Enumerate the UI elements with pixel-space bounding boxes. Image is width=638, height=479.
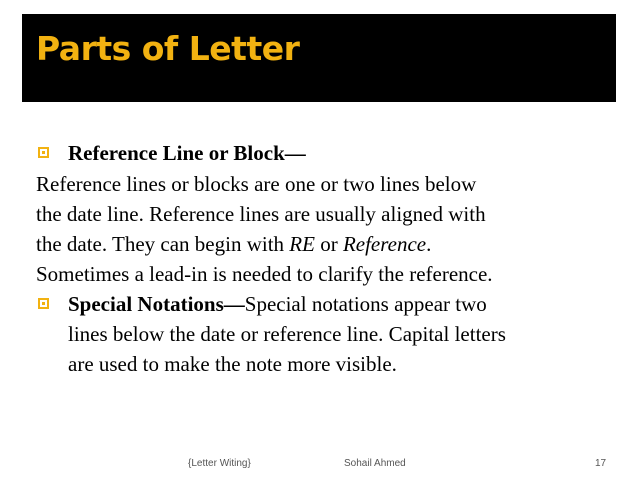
page-number: 17 [595,458,607,469]
bullet-icon [38,298,49,309]
body-line: the date. They can begin with RE or Reference. [36,232,432,256]
body-line: Sometimes a lead-in is needed to clarify the reference. [36,262,493,286]
slide-body [36,140,606,380]
bullet-icon [38,147,49,158]
body-line: the date line. Reference lines are usually aligned with [36,202,486,226]
bullet-special-notations: Special Notations—Special notations appear two [68,292,487,316]
body-line: lines below the date or reference line. Capital letters [68,322,506,346]
footer-author: Sohail Ahmed [344,458,406,469]
body-line: Reference lines or blocks are one or two lines below [36,172,477,196]
bullet-heading-reference: Reference Line or Block— [68,141,306,165]
slide-title: Parts of Letter [36,29,300,68]
footer-left: {Letter Witing} [188,458,251,469]
body-line: are used to make the note more visible. [68,352,397,376]
